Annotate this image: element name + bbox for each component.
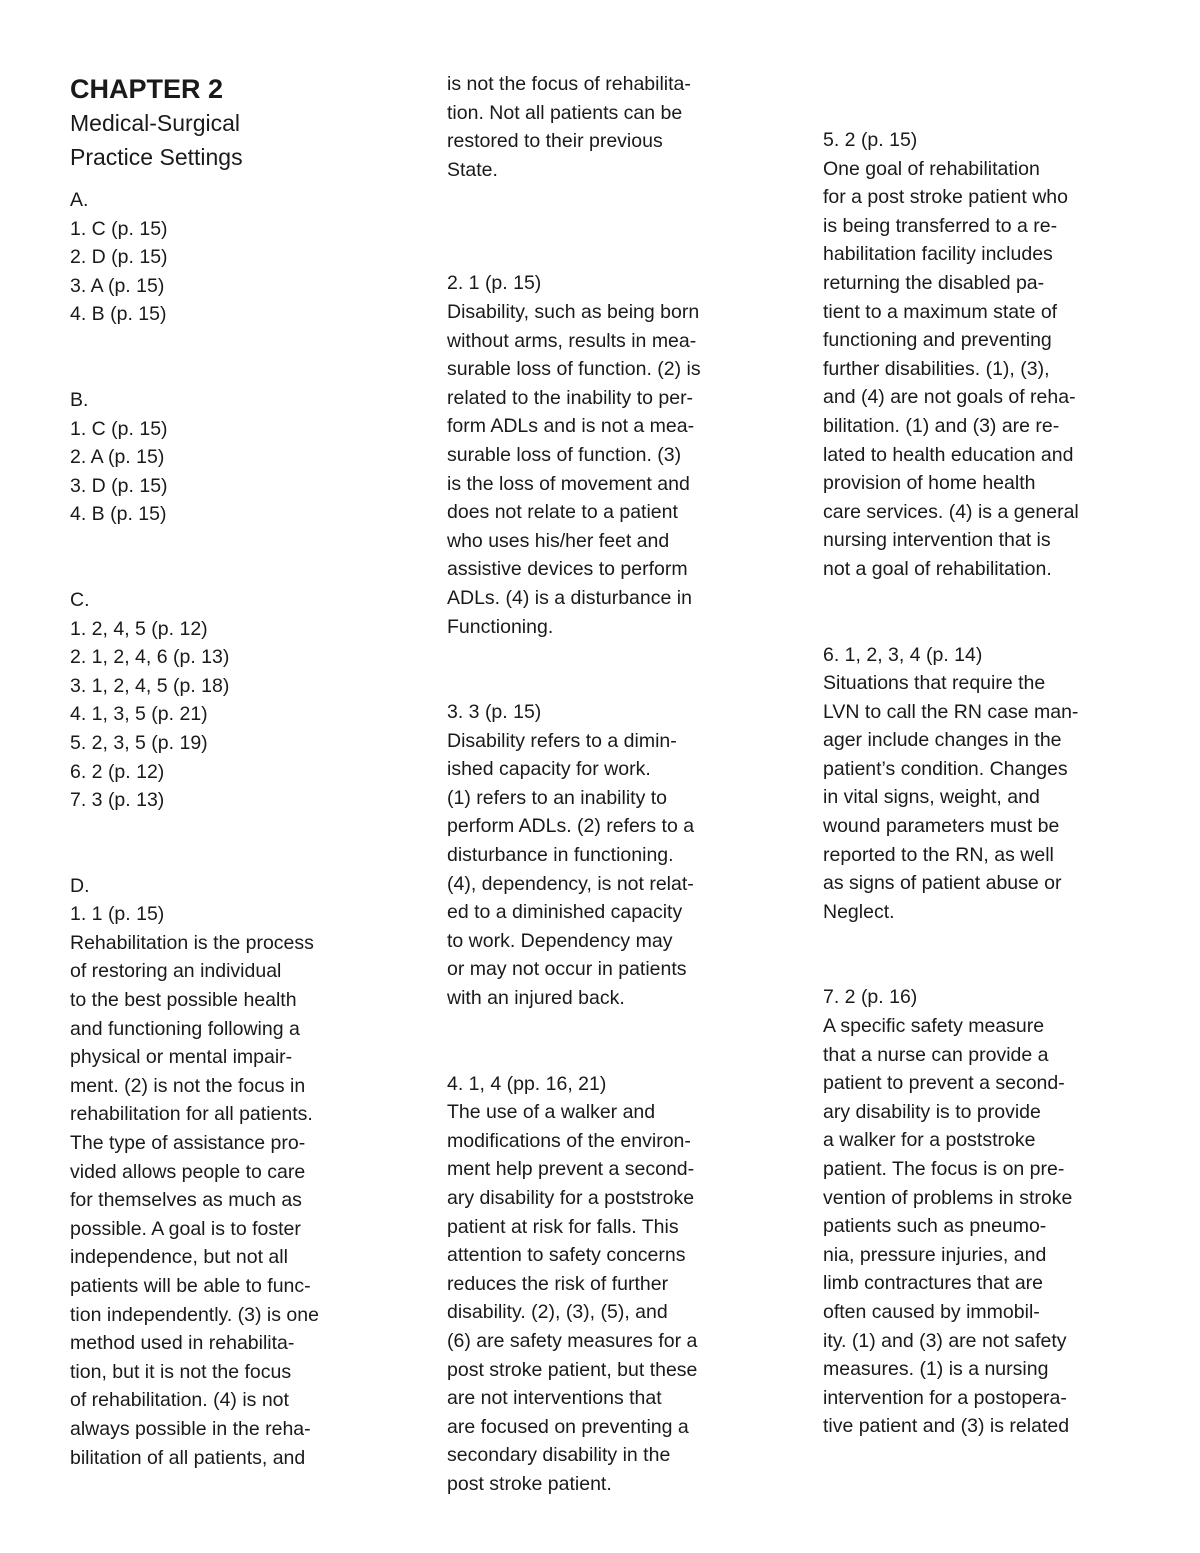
- text-line: returning the disabled pa-: [823, 271, 1045, 294]
- text-line: surable loss of function. (3): [447, 443, 682, 466]
- text-line: surable loss of function. (2) is: [447, 358, 701, 381]
- text-line: post stroke patient, but these: [447, 1358, 698, 1381]
- section-a: [70, 186, 400, 329]
- answer-line: 3. 1, 2, 4, 5 (p. 18): [70, 674, 230, 697]
- text-line: disability. (2), (3), (5), and: [447, 1301, 668, 1324]
- answer-line: 4. B (p. 15): [70, 503, 167, 526]
- text-line: possible. A goal is to foster: [70, 1217, 301, 1240]
- text-line: nursing intervention that is: [823, 529, 1051, 552]
- answer-line: 4. B (p. 15): [70, 303, 167, 326]
- answer-line: 7. 3 (p. 13): [70, 789, 165, 812]
- text-line: is not the focus of rehabilita-: [447, 73, 691, 95]
- section-heading: C.: [70, 588, 90, 611]
- text-line: ished capacity for work.: [447, 758, 651, 781]
- text-line: The type of assistance pro-: [70, 1132, 306, 1155]
- text-line: for a post stroke patient who: [823, 186, 1068, 209]
- rationale-text: [447, 1098, 777, 1498]
- text-line: assistive devices to perform: [447, 558, 688, 581]
- text-line: patient to prevent a second-: [823, 1072, 1065, 1095]
- text-line: provision of home health: [823, 472, 1036, 495]
- text-line: reported to the RN, as well: [823, 843, 1054, 866]
- rationale-text: [70, 929, 400, 1472]
- text-line: bilitation. (1) and (3) are re-: [823, 414, 1060, 437]
- answer-item-5: [823, 126, 1153, 584]
- text-line: not a goal of rehabilitation.: [823, 557, 1052, 580]
- text-line: post stroke patient.: [447, 1472, 612, 1495]
- text-line: restored to their previous: [447, 130, 663, 153]
- text-line: related to the inability to per-: [447, 386, 694, 409]
- answer-line: 1. 2, 4, 5 (p. 12): [70, 617, 208, 640]
- text-line: patient’s condition. Changes: [823, 757, 1068, 780]
- section-b: [70, 386, 400, 529]
- answer-item-4: [447, 1070, 777, 1499]
- text-line: ity. (1) and (3) are not safety: [823, 1329, 1067, 1352]
- text-line: further disabilities. (1), (3),: [823, 357, 1050, 380]
- text-line: tion. Not all patients can be: [447, 101, 683, 124]
- text-line: functioning and preventing: [823, 329, 1052, 352]
- rationale-text: [447, 70, 777, 184]
- text-line: care services. (4) is a general: [823, 500, 1079, 523]
- text-line: is being transferred to a re-: [823, 214, 1058, 237]
- answer-line: 1. C (p. 15): [70, 217, 168, 240]
- answer-item-7: [823, 983, 1153, 1441]
- text-line: patient at risk for falls. This: [447, 1215, 679, 1238]
- text-line: for themselves as much as: [70, 1189, 302, 1212]
- chapter-subtitle-line: Medical-Surgical: [70, 110, 241, 136]
- text-line: bilitation of all patients, and: [70, 1446, 306, 1469]
- text-line: rehabilitation for all patients.: [70, 1103, 313, 1126]
- text-line: Rehabilitation is the process: [70, 931, 314, 954]
- text-line: ment help prevent a second-: [447, 1158, 695, 1181]
- text-line: Situations that require the: [823, 672, 1046, 695]
- answer-line: 3. 3 (p. 15): [447, 701, 542, 724]
- text-line: always possible in the reha-: [70, 1417, 311, 1440]
- text-line: Disability refers to a dimin-: [447, 729, 677, 752]
- text-line: that a nurse can provide a: [823, 1043, 1049, 1066]
- rationale-text: [823, 155, 1153, 584]
- text-line: tion independently. (3) is one: [70, 1303, 319, 1326]
- text-line: ary disability is to provide: [823, 1100, 1041, 1123]
- section-c: [70, 586, 400, 815]
- text-line: with an injured back.: [447, 987, 625, 1010]
- rationale-text: [823, 1012, 1153, 1441]
- column-3: [823, 126, 1153, 1441]
- text-line: and functioning following a: [70, 1017, 300, 1040]
- column-2: [447, 70, 777, 1499]
- text-line: tive patient and (3) is related: [823, 1415, 1070, 1438]
- text-line: patients will be able to func-: [70, 1275, 311, 1297]
- text-line: independence, but not all: [70, 1246, 288, 1269]
- text-line: (4), dependency, is not relat-: [447, 872, 694, 895]
- text-line: Disability, such as being born: [447, 300, 700, 323]
- text-line: perform ADLs. (2) refers to a: [447, 815, 695, 838]
- text-line: limb contractures that are: [823, 1272, 1044, 1295]
- column-1: [70, 72, 400, 1472]
- text-line: disturbance in functioning.: [447, 844, 674, 867]
- answer-line: 2. A (p. 15): [70, 446, 165, 469]
- text-line: who uses his/her feet and: [447, 529, 670, 552]
- text-line: intervention for a postopera-: [823, 1386, 1067, 1409]
- text-line: of restoring an individual: [70, 960, 282, 983]
- text-line: habilitation facility includes: [823, 243, 1053, 266]
- answer-line: 7. 2 (p. 16): [823, 986, 918, 1009]
- text-line: are focused on preventing a: [447, 1415, 689, 1438]
- text-line: ADLs. (4) is a disturbance in: [447, 586, 692, 609]
- section-heading: D.: [70, 874, 90, 897]
- text-line: tion, but it is not the focus: [70, 1360, 292, 1383]
- text-line: nia, pressure injuries, and: [823, 1243, 1047, 1266]
- text-line: One goal of rehabilitation: [823, 157, 1040, 180]
- answer-line: 2. 1, 2, 4, 6 (p. 13): [70, 646, 230, 669]
- text-line: LVN to call the RN case man-: [823, 700, 1079, 723]
- text-line: as signs of patient abuse or: [823, 872, 1062, 895]
- rationale-text: [447, 727, 777, 1013]
- text-line: vided allows people to care: [70, 1160, 306, 1183]
- text-line: A specific safety measure: [823, 1015, 1045, 1038]
- text-line: measures. (1) is a nursing: [823, 1358, 1049, 1381]
- text-line: Functioning.: [447, 615, 554, 638]
- text-line: ager include changes in the: [823, 729, 1062, 752]
- answer-line: 6. 1, 2, 3, 4 (p. 14): [823, 643, 983, 666]
- text-line: does not relate to a patient: [447, 501, 678, 524]
- text-line: without arms, results in mea-: [447, 329, 697, 352]
- text-line: wound parameters must be: [823, 815, 1060, 838]
- text-line: method used in rehabilita-: [70, 1332, 295, 1355]
- answer-line: 2. D (p. 15): [70, 246, 168, 269]
- rationale-text: [447, 298, 777, 641]
- answer-line: 6. 2 (p. 12): [70, 760, 165, 783]
- text-line: form ADLs and is not a mea-: [447, 415, 695, 438]
- answer-line: 3. D (p. 15): [70, 474, 168, 497]
- text-line: are not interventions that: [447, 1387, 662, 1410]
- answer-line: 5. 2 (p. 15): [823, 129, 918, 151]
- answer-line: 5. 2, 3, 5 (p. 19): [70, 731, 208, 754]
- text-line: ed to a diminished capacity: [447, 901, 683, 924]
- text-line: (1) refers to an inability to: [447, 786, 668, 809]
- text-line: or may not occur in patients: [447, 958, 687, 981]
- answer-item-2: [447, 269, 777, 641]
- answer-line: 1. C (p. 15): [70, 417, 168, 440]
- text-line: tient to a maximum state of: [823, 300, 1058, 323]
- answer-line: 4. 1, 4 (pp. 16, 21): [447, 1072, 607, 1095]
- chapter-subtitle-line: Practice Settings: [70, 144, 243, 170]
- answer-line: 3. A (p. 15): [70, 274, 165, 297]
- text-line: in vital signs, weight, and: [823, 786, 1040, 809]
- text-line: patients such as pneumo-: [823, 1215, 1047, 1238]
- answer-line: 4. 1, 3, 5 (p. 21): [70, 703, 208, 726]
- text-line: patient. The focus is on pre-: [823, 1158, 1065, 1180]
- answer-item-3: [447, 698, 777, 1013]
- text-line: physical or mental impair-: [70, 1046, 293, 1069]
- text-line: vention of problems in stroke: [823, 1186, 1073, 1209]
- section-d: [70, 872, 400, 1472]
- text-line: modifications of the environ-: [447, 1129, 691, 1152]
- text-line: to the best possible health: [70, 989, 297, 1012]
- text-line: secondary disability in the: [447, 1444, 671, 1467]
- text-line: of rehabilitation. (4) is not: [70, 1389, 289, 1412]
- text-line: lated to health education and: [823, 443, 1074, 466]
- text-line: Neglect.: [823, 900, 895, 923]
- section-heading: B.: [70, 388, 89, 411]
- text-line: State.: [447, 158, 498, 181]
- text-line: ary disability for a poststroke: [447, 1187, 695, 1209]
- text-line: and (4) are not goals of reha-: [823, 386, 1076, 409]
- text-line: often caused by immobil-: [823, 1300, 1040, 1323]
- text-line: (6) are safety measures for a: [447, 1329, 698, 1352]
- chapter-heading: CHAPTER 2: [70, 74, 224, 104]
- text-line: ment. (2) is not the focus in: [70, 1074, 306, 1097]
- text-line: The use of a walker and: [447, 1101, 656, 1124]
- answer-line: 2. 1 (p. 15): [447, 272, 542, 295]
- text-line: attention to safety concerns: [447, 1244, 686, 1267]
- answer-item-6: [823, 641, 1153, 927]
- text-line: to work. Dependency may: [447, 929, 673, 952]
- text-line: is the loss of movement and: [447, 472, 690, 495]
- text-line: a walker for a poststroke: [823, 1129, 1036, 1152]
- section-heading: A.: [70, 189, 89, 211]
- answer-line: 1. 1 (p. 15): [70, 903, 165, 926]
- text-line: reduces the risk of further: [447, 1272, 669, 1295]
- rationale-text: [823, 669, 1153, 926]
